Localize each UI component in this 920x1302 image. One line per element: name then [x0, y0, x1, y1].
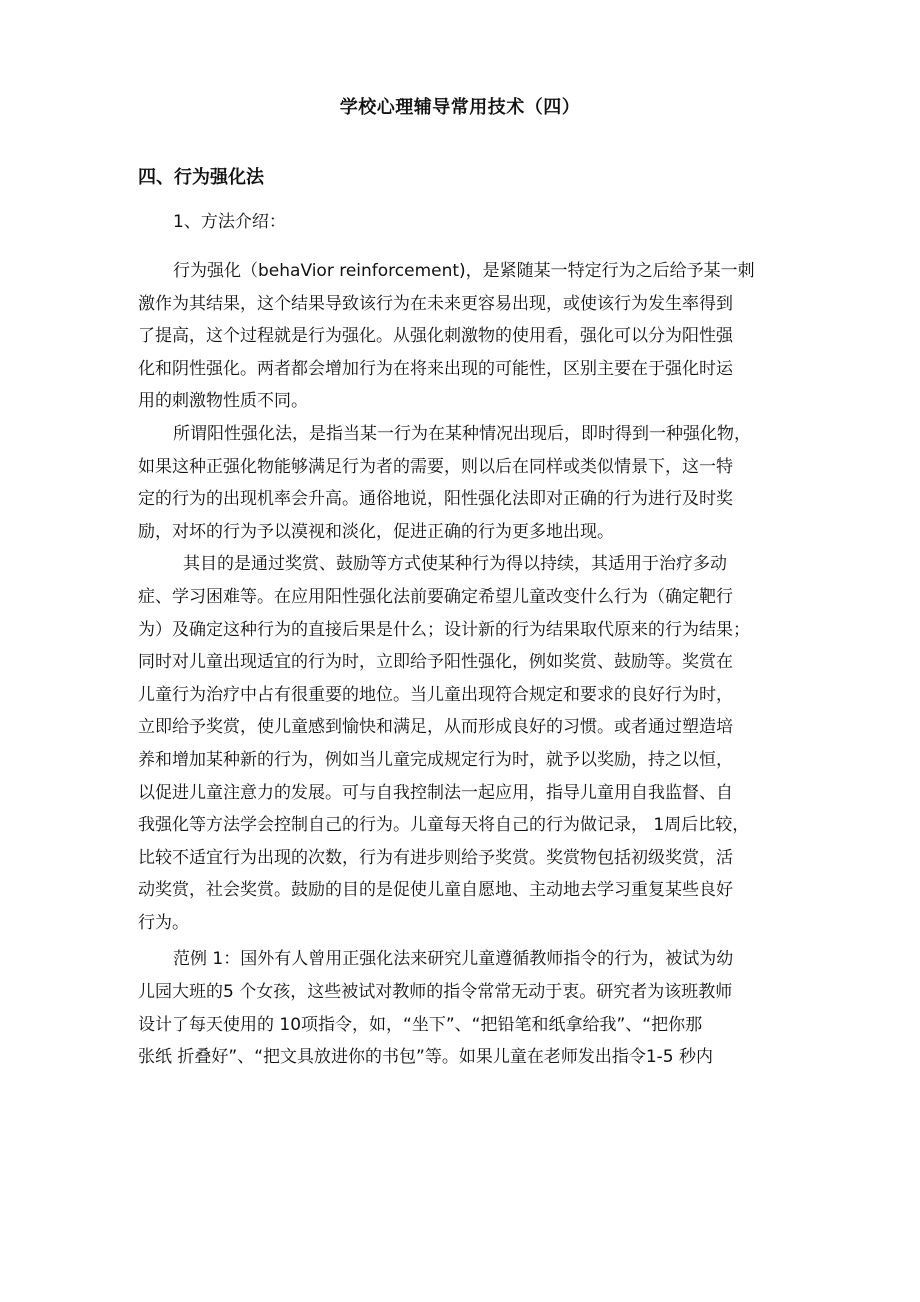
- text-line: 其目的是通过奖赏、鼓励等方式使某种行为得以持续，其适用于治疗多动: [183, 554, 727, 575]
- text-line: 用的刺激物性质不同。: [138, 391, 308, 412]
- text-line: 症、学习困难等。在应用阳性强化法前要确定希望儿童改变什么行为（确定靶行: [138, 586, 733, 607]
- text-line: 激作为其结果，这个结果导致该行为在未来更容易出现，或使该行为发生率得到: [138, 293, 733, 314]
- text-line: 了提高，这个过程就是行为强化。从强化刺激物的使用看，强化可以分为阳性强: [138, 326, 733, 347]
- paragraph-purpose: [138, 548, 803, 939]
- text-line: 化和阴性强化。两者都会增加行为在将来出现的可能性，区别主要在于强化时运: [138, 358, 733, 379]
- section-heading: 四、行为强化法: [138, 167, 264, 188]
- document-title: 学校心理辅导常用技术（四）: [339, 97, 581, 118]
- paragraph-positive-reinforcement: [138, 418, 803, 548]
- text-line: 同时对儿童出现适宜的行为时，立即给予阳性强化，例如奖赏、鼓励等。奖赏在: [138, 652, 733, 673]
- text-line: 我强化等方法学会控制自己的行为。儿童每天将自己的行为做记录， 1周后比较，: [138, 815, 750, 836]
- text-line: 设计了每天使用的 10项指令，如，“坐下”、“把铅笔和纸拿给我”、“把你那: [138, 1014, 703, 1035]
- text-line: 如果这种正强化物能够满足行为者的需要，则以后在同样或类似情景下，这一特: [138, 456, 733, 477]
- text-line: 立即给予奖赏，使儿童感到愉快和满足，从而形成良好的习惯。或者通过塑造培: [138, 717, 733, 738]
- text-line: 以促进儿童注意力的发展。可与自我控制法一起应用，指导儿童用自我监督、自: [138, 782, 733, 803]
- text-line: 行为强化（behaVior reinforcement)，是紧随某一特定行为之后给予某一刺: [173, 261, 755, 281]
- text-line: 为）及确定这种行为的直接后果是什么；设计新的行为结果取代原来的行为结果；: [138, 619, 750, 640]
- text-line: 行为。: [138, 912, 189, 933]
- subsection-heading: 1、方法介绍：: [173, 212, 286, 232]
- document-body: [138, 255, 803, 1074]
- text-line: 励，对坏的行为予以漠视和淡化，促进正确的行为更多地出现。: [138, 521, 614, 542]
- paragraph-behavior-reinforcement: [138, 255, 803, 418]
- paragraph-example-1: [138, 943, 803, 1073]
- text-line: 所谓阳性强化法，是指当某一行为在某种情况出现后，即时得到一种强化物，: [173, 423, 751, 444]
- text-line: 动奖赏，社会奖赏。鼓励的目的是促使儿童自愿地、主动地去学习重复某些良好: [138, 880, 733, 901]
- text-line: 定的行为的出现机率会升高。通俗地说，阳性强化法即对正确的行为进行及时奖: [138, 489, 733, 510]
- text-line: 范例 1：国外有人曾用正强化法来研究儿童遵循教师指令的行为，被试为幼: [173, 949, 734, 970]
- text-line: 儿园大班的5 个女孩，这些被试对教师的指令常常无动于衷。研究者为该班教师: [138, 982, 733, 1003]
- text-line: 儿童行为治疗中占有很重要的地位。当儿童出现符合规定和要求的良好行为时，: [138, 684, 733, 705]
- text-line: 比较不适宜行为出现的次数，行为有进步则给予奖赏。奖赏物包括初级奖赏，活: [138, 847, 733, 868]
- text-line: 张纸 折叠好”、“把文具放进你的书包”等。如果儿童在老师发出指令1-5 秒内: [138, 1047, 713, 1068]
- text-line: 养和增加某种新的行为，例如当儿童完成规定行为时，就予以奖励，持之以恒，: [138, 749, 733, 770]
